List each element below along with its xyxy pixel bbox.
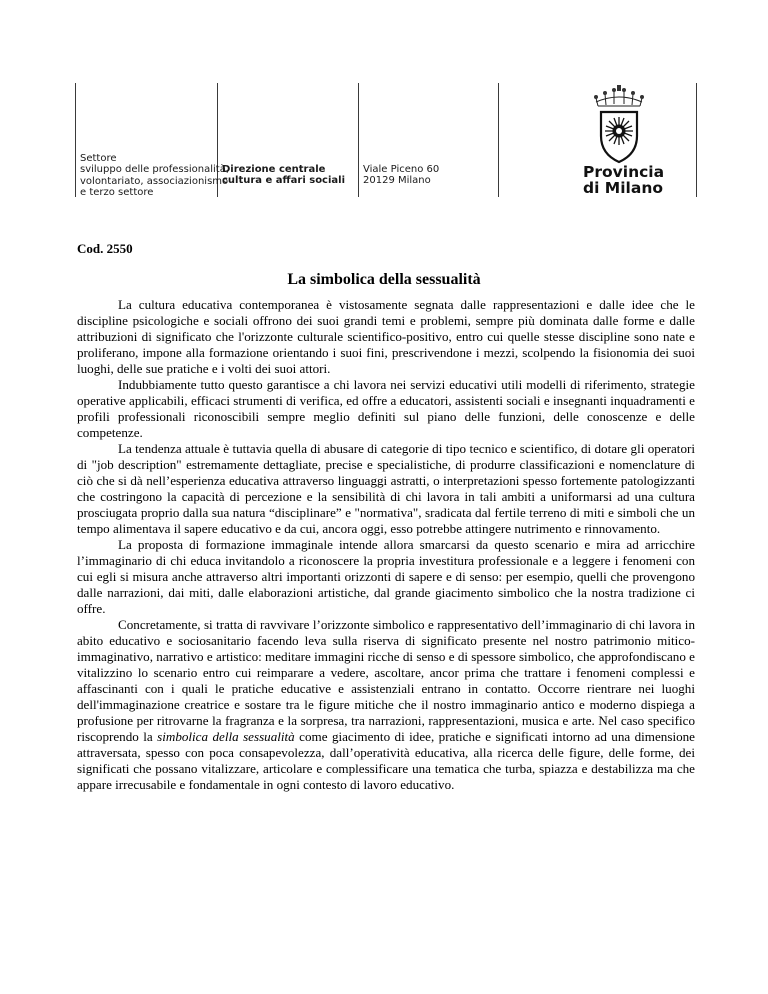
paragraph bbox=[77, 617, 695, 793]
document-code: Cod. 2550 bbox=[77, 241, 133, 256]
paragraph: La proposta di formazione immaginale intende allora smarcarsi da questo scenario e mira ad arricchire l’immaginario di chi educa invitandolo a riconoscere la propria investitura professionale e a leggere i fenomeni con cui egli si misura anche attraverso altri importanti orizzonti di sapere e di senso: per esempio, quelli che provengono dalle narrazioni, dai miti, dalle elaborazioni artistiche, dal grande giacimento simbolico che la nostra tradizione ci offre. bbox=[77, 537, 695, 616]
header-divider bbox=[696, 83, 697, 197]
paragraph: La cultura educativa contemporanea è vistosamente segnata dalle rappresentazioni e dalle idee che le discipline psicologiche e sociali offrono dei suoi grandi temi e problemi, sempre più dominata dalle forme e dalle attribuzioni di significato che l'orizzonte culturale scientifico-positivo, entro cui quelle stesse discipline sono nate e proliferano, impone alla formazione orientando i suoi fini, prescrivendone i mezzi, scolpendo la fisionomia dei suoi luoghi, delle sue pratiche e i volti dei suoi attori. bbox=[77, 297, 695, 376]
header-divider bbox=[498, 83, 499, 197]
paragraph: La tendenza attuale è tuttavia quella di abusare di categorie di tipo tecnico e scientifico, di dotare gli operatori di "job description" estremamente dettagliate, precise e specialistiche, di produrre classificazioni e nomenclature di ciò che si dà nell’esperienza educativa attraverso linguaggi astratti, o interpretazioni spesso fortemente patologizzanti che costringono la capacità di percezione e la sensibilità di chi lavora in tali ambiti a uniformarsi ad una cultura prosciugata proprio dalla sua natura “disciplinare” e "normativa", sradicata dal fertile terreno di miti e simboli che un tempo alimentava il sapere educativo e da cui, ancora oggi, esso potrebbe attingere nutrimento e rinnovamento. bbox=[77, 441, 695, 536]
organization-name: Provincia di Milano bbox=[583, 163, 665, 197]
header-direction: Direzione centrale cultura e affari sociali bbox=[222, 164, 346, 187]
provincia-di-milano-crest-icon bbox=[590, 84, 648, 166]
document-title: La simbolica della sessualità bbox=[287, 271, 481, 288]
header-divider bbox=[358, 83, 359, 197]
paragraph-text: come giacimento di idee, pratiche e significati intorno ad una dimensione attraversata, spesso con poca consapevolezza, dall’operatività educativa, alla ricerca delle figure, delle forme, dei significati che possano vitalizzare, articolare e complessificare una tematica che turba, spiazza e destabilizza ma che appare irrecusabile e fondamentale in ogni contesto di lavoro educativo. bbox=[77, 729, 695, 792]
header-address: Viale Piceno 60 20129 Milano bbox=[363, 164, 440, 187]
emphasized-phrase: simbolica della sessualità bbox=[157, 729, 295, 744]
document-body bbox=[77, 297, 695, 793]
header-divider bbox=[75, 83, 76, 197]
paragraph: Indubbiamente tutto questo garantisce a chi lavora nei servizi educativi utili modelli di riferimento, strategie operative applicabili, efficaci strumenti di verifica, ed offre a educatori, assistenti sociali e insegnanti inquadramenti e profili professionali riconoscibili sempre meglio definiti sul piano delle funzioni, delle conoscenze e delle competenze. bbox=[77, 377, 695, 440]
paragraph-text: Concretamente, si tratta di ravvivare l’orizzonte simbolico e rappresentativo dell’immaginario di chi lavora in abito educativo e sociosanitario facendo leva sulla riserva di significato presente nel nostro patrimonio mitico-immaginativo, narrativo e artistico: meditare immagini ricche di senso e di spessore simbolico, che approfondiscano e vitalizzino lo scenario entro cui reimparare a vedere, ascoltare, ancor prima che trattare i fenomeni complessi e affascinanti con i quali le pratiche educative e assistenziali entrano in contatto. Occorre rientrare nei luoghi dell'immaginazione creatrice e sostare tra le figure mitiche che il nostro immaginario antico e moderno dispiega a profusione per ritrovarne la fragranza e la sorpresa, tra narrazioni, rappresentazioni, musica e arte. Nel caso specifico riscoprendo la bbox=[77, 617, 695, 744]
header-sector: Settore sviluppo delle professionalità, volontariato, associazionismo e terzo settore bbox=[80, 153, 229, 198]
